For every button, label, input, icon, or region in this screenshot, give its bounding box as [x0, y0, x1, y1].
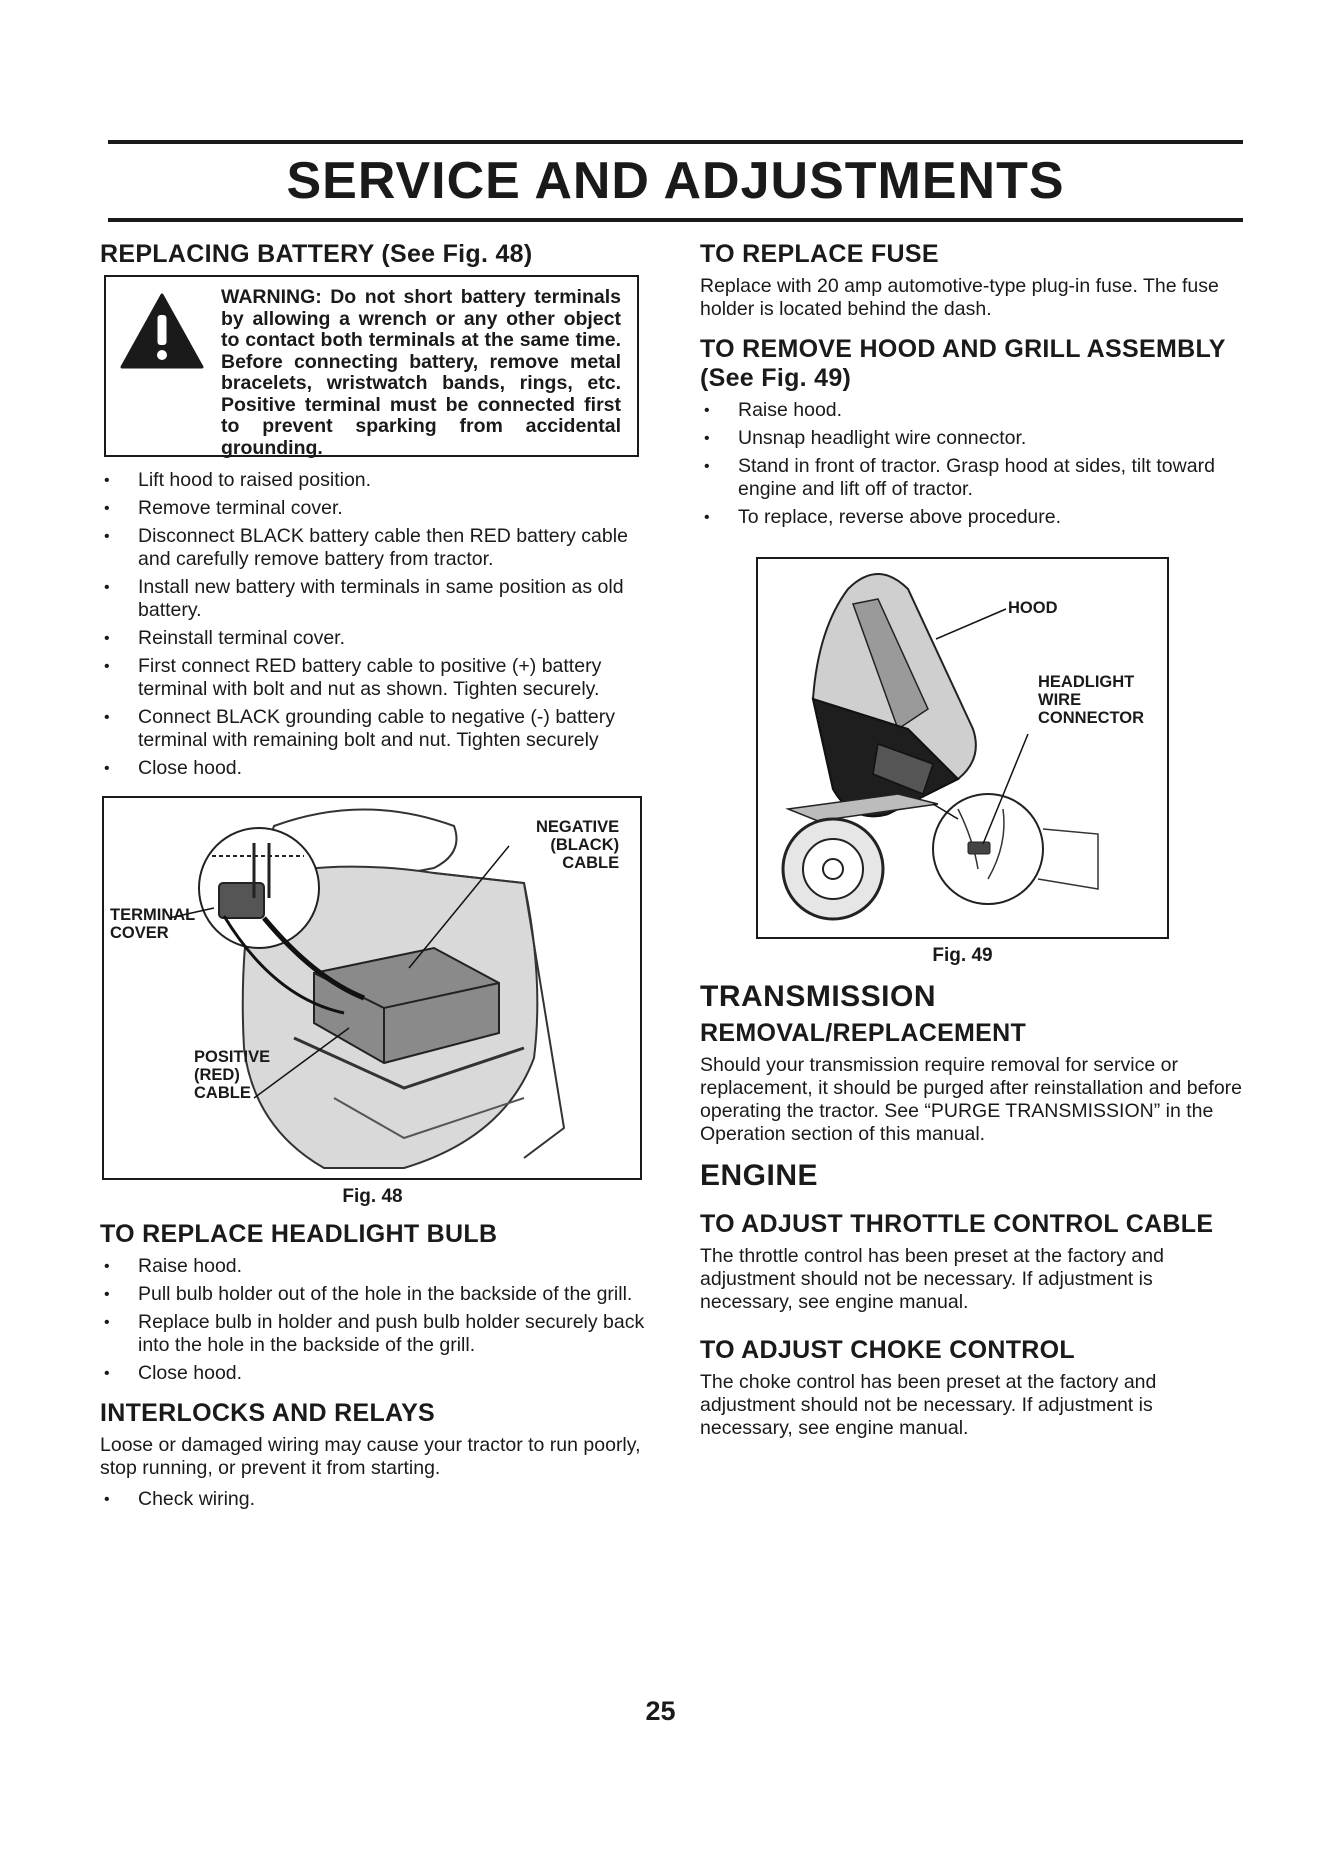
list-item: • Reinstall terminal cover. [100, 627, 645, 650]
choke-heading: TO ADJUST CHOKE CONTROL [700, 1336, 1075, 1364]
throttle-text: The throttle control has been preset at the factory and adjustment should not be necessary. If adjustment is necessary, see engine manual. [700, 1245, 1164, 1313]
list-item: • First connect RED battery cable to positive (+) battery terminal with bolt and nut as shown. Tighten securely. [100, 655, 645, 701]
battery-section [100, 240, 645, 1208]
list-item: • Raise hood. [700, 399, 1245, 422]
list-item: • Lift hood to raised position. [100, 469, 645, 492]
interlocks-section [100, 1399, 645, 1511]
left-column [100, 240, 645, 1519]
page-number: 25 [645, 1696, 676, 1726]
header-rule-top [108, 140, 1243, 144]
warning-text: WARNING: Do not short battery terminals by allowing a wrench or any other object to contact both terminals at the same time. Before connecting battery, remove metal bracelets, wristwatch bands, rings, etc. Positive terminal must be connected first to prevent sparking from accidental grounding. [221, 286, 621, 459]
transmission-heading: TRANSMISSION [700, 980, 937, 1013]
fuse-heading: TO REPLACE FUSE [700, 240, 939, 268]
battery-steps [100, 469, 645, 780]
list-item: • Check wiring. [100, 1488, 645, 1511]
hood-heading: TO REMOVE HOOD AND GRILL ASSEMBLY (See Fig. 49) [700, 335, 1226, 392]
fuse-text: Replace with 20 amp automotive-type plug-in fuse. The fuse holder is located behind the dash. [700, 275, 1219, 320]
positive-cable-label: POSITIVE (RED) CABLE [194, 1048, 271, 1102]
headlight-connector-label: HEADLIGHT WIRE CONNECTOR [1038, 673, 1145, 727]
list-item: • Unsnap headlight wire connector. [700, 427, 1245, 450]
list-item: • Close hood. [100, 1362, 645, 1385]
engine-section [700, 1158, 1245, 1440]
header-rule-bottom [108, 218, 1243, 222]
choke-text: The choke control has been preset at the factory and adjustment should not be necessary. If adjustment is necessary, see engine manual. [700, 1371, 1157, 1439]
transmission-subheading: REMOVAL/REPLACEMENT [700, 1019, 1027, 1047]
list-item: • Install new battery with terminals in same position as old battery. [100, 576, 645, 622]
headlight-section [100, 1220, 645, 1385]
list-item: • Raise hood. [100, 1255, 645, 1278]
list-item: • Pull bulb holder out of the hole in the backside of the grill. [100, 1283, 645, 1306]
transmission-section [700, 979, 1245, 1146]
page-title: SERVICE AND ADJUSTMENTS [286, 152, 1065, 210]
headlight-heading: TO REPLACE HEADLIGHT BULB [100, 1220, 498, 1248]
headlight-steps [100, 1255, 645, 1385]
warning-icon [120, 293, 204, 369]
hood-illustration [758, 559, 1167, 937]
figure-48 [102, 796, 642, 1180]
interlocks-steps [100, 1488, 645, 1511]
list-item: • Stand in front of tractor. Grasp hood at sides, tilt toward engine and lift off of tractor. [700, 455, 1245, 501]
transmission-text: Should your transmission require removal for service or replacement, it should be purged after reinstallation and before operating the tractor. See “PURGE TRANSMISSION” in the Operation section of this manual. [700, 1054, 1243, 1145]
list-item: • Connect BLACK grounding cable to negative (-) battery terminal with remaining bolt and nut. Tighten securely [100, 706, 645, 752]
list-item: • To replace, reverse above procedure. [700, 506, 1245, 529]
right-column [700, 240, 1245, 1448]
fuse-section [700, 240, 1245, 321]
hood-label: HOOD [1008, 599, 1058, 617]
figure-48-caption: Fig. 48 [342, 1186, 403, 1207]
list-item: • Remove terminal cover. [100, 497, 645, 520]
negative-cable-label: NEGATIVE (BLACK) CABLE [536, 818, 620, 872]
warning-box [104, 275, 639, 457]
figure-49-caption: Fig. 49 [932, 945, 993, 966]
terminal-cover-label: TERMINAL COVER [110, 906, 196, 942]
list-item: • Replace bulb in holder and push bulb holder securely back into the hole in the backside of the grill. [100, 1311, 645, 1357]
list-item: • Disconnect BLACK battery cable then RED battery cable and carefully remove battery from tractor. [100, 525, 645, 571]
throttle-heading: TO ADJUST THROTTLE CONTROL CABLE [700, 1210, 1214, 1238]
hood-steps [700, 399, 1245, 529]
interlocks-heading: INTERLOCKS AND RELAYS [100, 1399, 436, 1427]
battery-heading: REPLACING BATTERY (See Fig. 48) [100, 240, 533, 268]
engine-heading: ENGINE [700, 1159, 819, 1192]
interlocks-text: Loose or damaged wiring may cause your tractor to run poorly, stop running, or prevent it from starting. [100, 1434, 641, 1479]
hood-section [700, 335, 1245, 967]
list-item: • Close hood. [100, 757, 645, 780]
figure-49 [756, 557, 1169, 939]
